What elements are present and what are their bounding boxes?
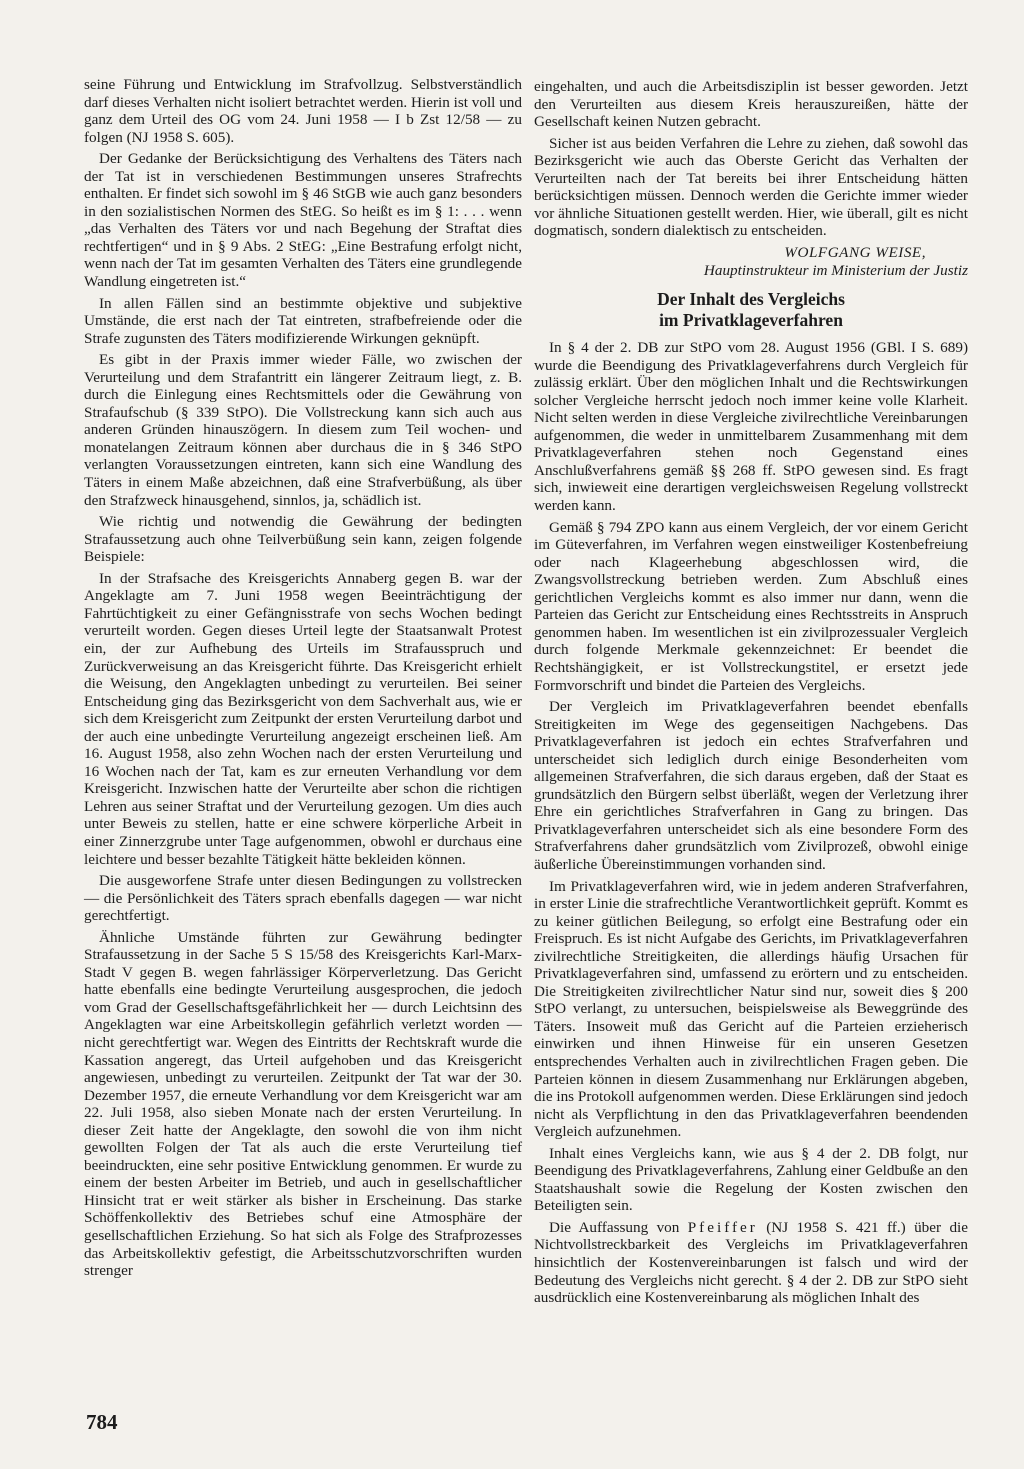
heading-line: im Privatklageverfahren [659,310,843,331]
paragraph: Gemäß § 794 ZPO kann aus einem Vergleich, der vor einem Gericht im Güteverfahren, im Verfahren wegen einstweiliger Kostenbefreiung oder nach Klageerhebung abgeschlossen wird, die Zwangsvollstreckung betrieben werden. Zum Abschluß eines gerichtlichen Vergleichs kommt es also immer nur dann, wenn die Parteien das Gericht zur Entscheidung eines Rechtsstreits in Anspruch genommen haben. Im wesentlichen ist ein zivilprozessualer Vergleich durch folgende Merkmale gekennzeichnet: Er beendet die Rechtshängigkeit, er ist Vollstreckungstitel, er ersetzt jede Formvorschrift und bindet die Parteien des Vergleichs. [534,518,968,694]
left-column [84,76,522,1284]
paragraph: Es gibt in der Praxis immer wieder Fälle, wo zwischen der Verurteilung und dem Strafantritt ein längerer Zeitraum liegt, z. B. durch die Einlegung eines Rechtsmittels oder die Gewährung von Strafaufschub (§ 339 StPO). Die Vollstreckung kann sich auch aus anderen Gründen hinauszögern. In diesem zum Teil wochen- und monatelangen Zeitraum können aber durchaus die in § 346 StPO verlangten Voraussetzungen eintreten, kann sich eine Wandlung des Täters in einem Maße abzeichnen, daß eine Strafverbüßung, als über den Strafzweck hinausgehend, sinnlos, ja, schädlich ist. [84,351,522,509]
heading-line: Der Inhalt des Vergleichs [657,289,845,310]
author-name: WOLFGANG WEISE, [784,243,926,261]
right-column [534,78,968,1311]
page-number: 784 [86,1410,118,1434]
paragraph [534,1219,968,1307]
paragraph: seine Führung und Entwicklung im Strafvollzug. Selbstverständlich darf dieses Verhalten nicht isoliert betrachtet werden. Hierin ist voll und ganz dem Urteil des OG vom 24. Juni 1958 — I b Zst 12/58 — zu folgen (NJ 1958 S. 605). [84,76,522,146]
author-title: Hauptinstrukteur im Ministerium der Justiz [703,261,968,279]
paragraph: In der Strafsache des Kreisgerichts Annaberg gegen B. war der Angeklagte am 7. Juni 1958 wegen Beeinträchtigung der Fahrtüchtigkeit zu einer Gefängnisstrafe von sechs Wochen bedingt verurteilt worden. Gegen dieses Urteil legte der Staatsanwalt Protest ein, der zur Aufhebung des Urteils im Strafausspruch und Zurückverweisung an das Kreisgericht führte. Das Kreisgericht erhielt die Weisung, den Angeklagten unbedingt zu verurteilen. Bei seiner Entscheidung ging das Bezirksgericht von dem Sachverhalt aus, wie er sich dem Kreisgericht zum Zeitpunkt der ersten Verurteilung darbot und der auch eine unbedingte Verurteilung angezeigt erscheinen ließ. Am 16. August 1958, also zehn Wochen nach der ersten Verurteilung und 16 Wochen nach der Tat, kam es zur erneuten Verhandlung vor dem Kreisgericht. Inzwischen hatte der Verurteilte aber schon die richtigen Lehren aus seiner Straftat und der Verurteilung gezogen. Um dies auch unter Beweis zu stellen, hatte er eine schwere körperliche Arbeit in einer Zinnerzgrube unter Tage aufgenommen, obwohl er durchaus eine leichtere und besser bezahlte Tätigkeit hätte bekleiden können. [84,569,522,868]
paragraph: Die ausgeworfene Strafe unter diesen Bedingungen zu vollstrecken — die Persönlichkeit des Täters sprach ebenfalls dagegen — war nicht gerechtfertigt. [84,872,522,925]
text-run: Die Auffassung von [549,1218,688,1236]
paragraph: Wie richtig und notwendig die Gewährung der bedingten Strafaussetzung auch ohne Teilverbüßung sein kann, zeigen folgende Beispiele: [84,513,522,566]
article-heading [534,289,968,331]
paragraph: Sicher ist aus beiden Verfahren die Lehre zu ziehen, daß sowohl das Bezirksgericht wie auch das Oberste Gericht das Verhalten der Verurteilten nach der Tat bereits bei ihrer Entscheidung hätten berücksichtigen müssen. Dennoch werden die Gerichte immer wieder vor ähnliche Situationen gestellt werden. Hier, wie überall, gilt es nicht dogmatisch, sondern dialektisch zu entscheiden. [534,134,968,240]
paragraph: Inhalt eines Vergleichs kann, wie aus § 4 der 2. DB folgt, nur Beendigung des Privatklageverfahrens, Zahlung einer Geldbuße an den Staatshaushalt sowie die Regelung der Kosten zwischen den Beteiligten sein. [534,1144,968,1215]
paragraph: Im Privatklageverfahren wird, wie in jedem anderen Strafverfahren, in erster Linie die strafrechtliche Verantwortlichkeit geprüft. Kommt es zu keiner gütlichen Beilegung, so erfolgt eine Bestrafung oder ein Freispruch. Es ist nicht Aufgabe des Gerichts, im Privatklageverfahren zivilrechtliche Streitigkeiten, die allerdings häufig Ursachen für Privatklageverfahren sind, umfassend zu erörtern und zu entscheiden. Die Streitigkeiten zivilrechtlicher Natur sind nur, soweit dies § 200 StPO verlangt, zu untersuchen, beispielsweise als Beweggründe des Täters. Insoweit muß das Gericht auf die Parteien erzieherisch einwirken und ihnen Hinweise für ein unseren Gesetzen entsprechendes Verhalten auch in zivilrechtlichen Fragen geben. Die Parteien können in diesem Zusammenhang nur Erklärungen abgeben, die ins Protokoll aufgenommen werden. Diese Erklärungen sind jedoch nicht als Verpflichtung in den das Privatklageverfahren beendenden Vergleich aufzunehmen. [534,877,969,1141]
paragraph: Der Vergleich im Privatklageverfahren beendet ebenfalls Streitigkeiten im Wege des gegenseitigen Nachgebens. Das Privatklageverfahren ist jedoch ein echtes Strafverfahren und unterscheidet sich lediglich durch einige Besonderheiten vom allgemeinen Strafverfahren, die sich daraus ergeben, daß der Staat es grundsätzlich den Bürgern selbst überläßt, wegen der Verletzung ihrer Ehre ein gerichtliches Strafverfahren in Gang zu bringen. Das Privatklageverfahren unterscheidet sich als eine besondere Form des Strafverfahrens daher grundsätzlich vom Zivilprozeß, obwohl einige äußerliche Übereinstimmungen vorhanden sind. [534,698,968,873]
paragraph: In § 4 der 2. DB zur StPO vom 28. August 1956 (GBl. I S. 689) wurde die Beendigung des Privatklageverfahrens durch Vergleich für zulässig erklärt. Über den möglichen Inhalt und die Rechtswirkungen solcher Vergleiche herrscht jedoch noch immer keine volle Klarheit. Nicht selten werden in diese Vergleiche zivilrechtliche Vereinbarungen aufgenommen, die weder in unmittelbarem Zusammenhang mit dem Privatklageverfahren stehen noch Gegenstand eines Anschlußverfahrens gemäß §§ 268 ff. StPO gewesen sind. Es fragt sich, inwieweit eine derartigen vergleichsweisen Regelung vollstreckt werden kann. [534,339,968,515]
paragraph: Ähnliche Umstände führten zur Gewährung bedingter Strafaussetzung in der Sache 5 S 15/58 des Kreisgerichts Karl-Marx-Stadt V gegen B. wegen fahrlässiger Körperverletzung. Das Gericht hatte ebenfalls eine bedingte Verurteilung ausgesprochen, die jedoch vom Grad der Gesellschaftsgefährlichkeit her — durch Leichtsinn des Angeklagten war eine Arbeitskollegin gefährlich verletzt worden — nicht gerechtfertigt war. Wegen des Eintritts der Rechtskraft wurde die Kassation angeregt, das Urteil aufgehoben und das Kreisgericht angewiesen, unbedingt zu verurteilen. Zeitpunkt der Tat war der 30. Dezember 1957, die erneute Verhandlung vor dem Kreisgericht war am 22. Juli 1958, also sieben Monate nach der ersten Verurteilung. In dieser Zeit hatte der Angeklagte, den sowohl die von ihm nicht gewollten Folgen der Tat als auch die erste Verurteilung tief beeindruckten, eine sehr positive Entwicklung genommen. Er wurde zu einem der besten Arbeiter im Betrieb, und auch in gesellschaftlicher Hinsicht trat er weit stärker als bisher in Erscheinung. Das starke Schöffenkollektiv des Betriebes schuf eine Atmosphäre der gesellschaftlichen Erziehung. So hat sich als Folge des Strafprozesses das Arbeitskollektiv gefestigt, die Arbeitsschutzvorschriften wurden strenger [84,928,522,1280]
cited-author: Pfeiffer [687,1218,758,1236]
paragraph: eingehalten, und auch die Arbeitsdisziplin ist besser geworden. Jetzt den Verurteilten aus diesem Kreis herauszureißen, hätte der Gesellschaft keinen Nutzen gebracht. [534,78,968,131]
paragraph: Der Gedanke der Berücksichtigung des Verhaltens des Täters nach der Tat ist in verschiedenen Bestimmungen unseres Strafrechts enthalten. Er findet sich sowohl im § 46 StGB wie auch ganz besonders in den sozialistischen Normen des StEG. So heißt es im § 1: . . . wenn „das Verhalten des Täters vor und nach Begehung der Straftat dies rechtfertigen“ und in § 9 Abs. 2 StEG: „Eine Bestrafung erfolgt nicht, wenn nach der Tat im gesamten Verhalten des Täters eine grundlegende Wandlung eingetreten ist.“ [84,150,522,291]
paragraph: In allen Fällen sind an bestimmte objektive und subjektive Umstände, die erst nach der Tat eintreten, strafbefreiende oder die Strafe zugunsten des Täters modifizierende Wirkungen geknüpft. [84,294,522,347]
text-run: (NJ 1958 S. 421 ff.) über die Nichtvollstreckbarkeit des Vergleichs im Privatklageverfahren hinsichtlich der Kostenvereinbarungen ist falsch und wird der Bedeutung des Vergleichs nicht gerecht. § 4 der 2. DB zur StPO sieht ausdrücklich eine Kostenvereinbarung als möglichen Inhalt des [534,1218,968,1307]
